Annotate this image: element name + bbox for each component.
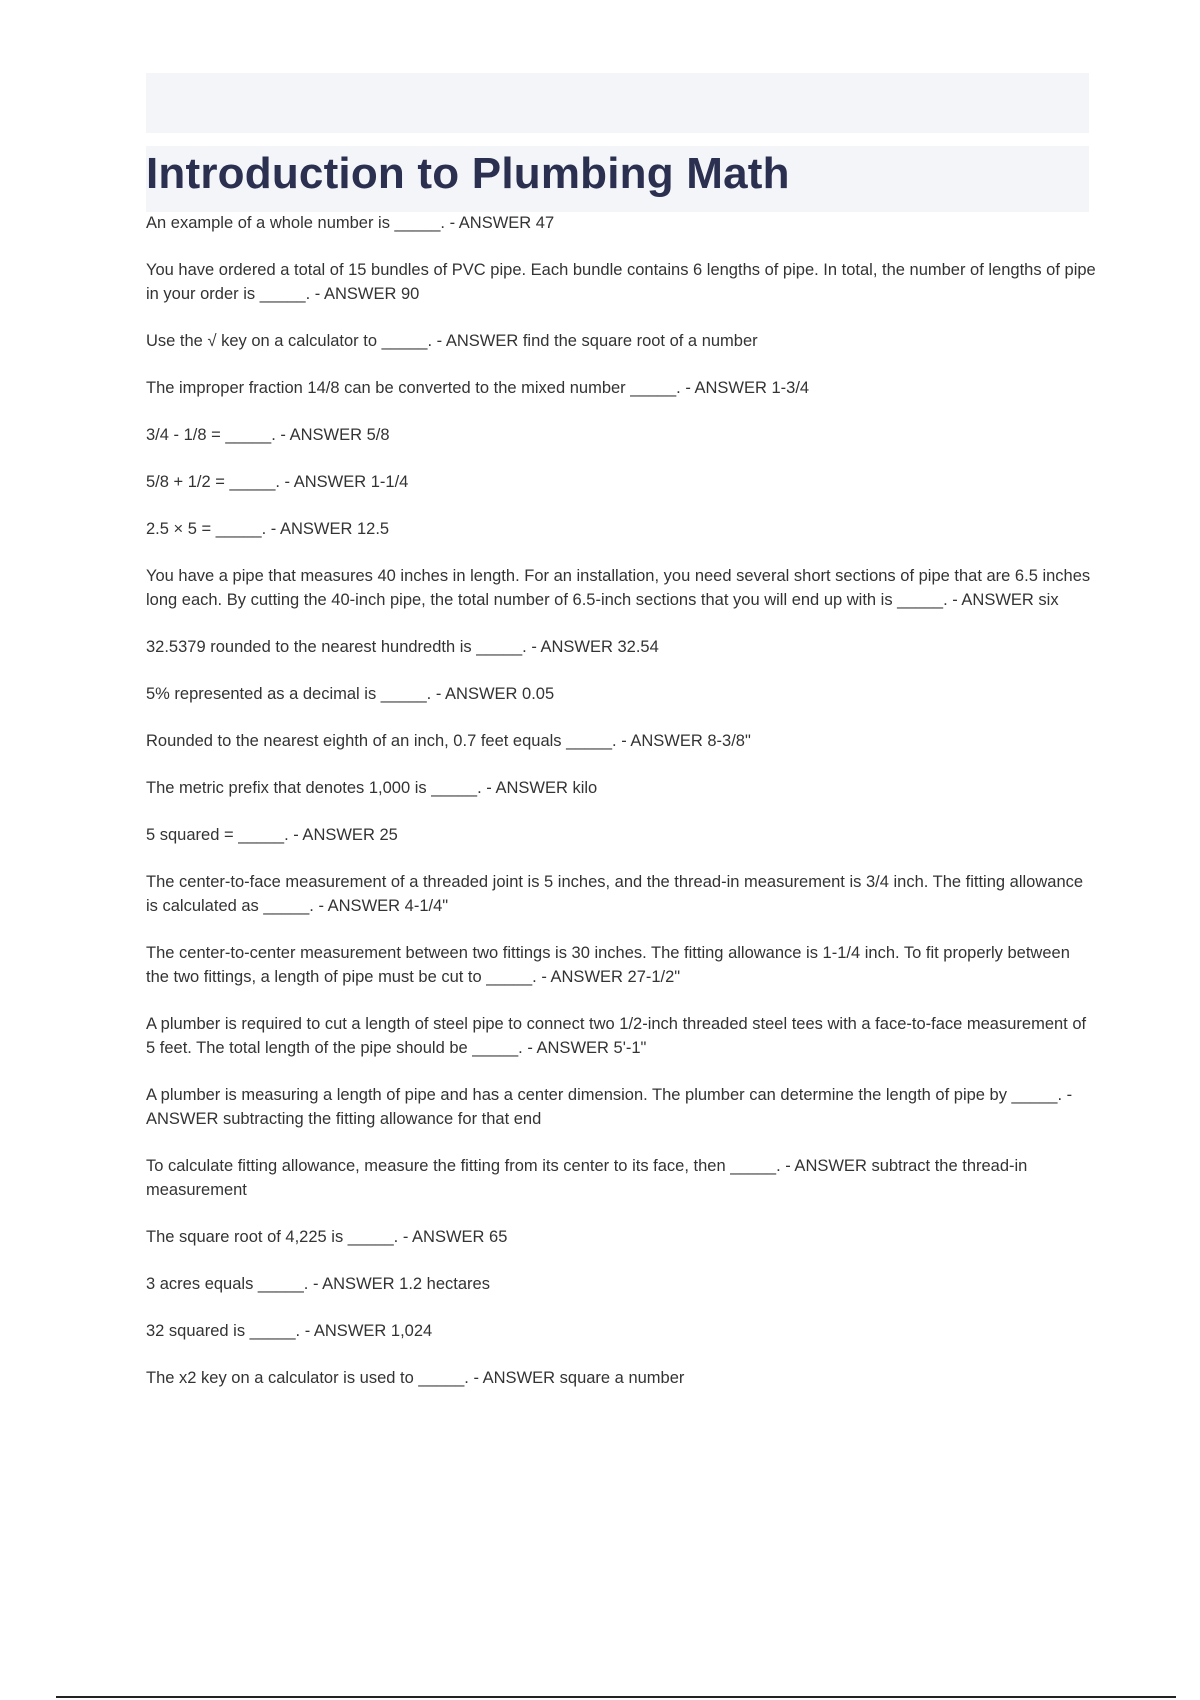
answer-text: - ANSWER square a number: [473, 1369, 685, 1387]
question-text: Rounded to the nearest eighth of an inch, 0.7 feet equals _____.: [146, 732, 617, 750]
answer-text: - ANSWER 27-1/2": [541, 968, 681, 986]
question-text: 5 squared = _____.: [146, 826, 289, 844]
qa-item: [146, 729, 1096, 753]
question-text: The improper fraction 14/8 can be converted to the mixed number _____.: [146, 379, 681, 397]
question-text: You have a pipe that measures 40 inches in length. For an installation, you need several short sections of pipe that are 6.5 inches long each. By cutting the 40-inch pipe, the total number of 6.5-inch sections that you will end up with is _____.: [146, 567, 1091, 609]
question-text: The square root of 4,225 is _____.: [146, 1228, 399, 1246]
answer-text: - ANSWER find the square root of a number: [436, 332, 758, 350]
qa-item: [146, 1319, 1096, 1343]
question-text: 5/8 + 1/2 = _____.: [146, 473, 280, 491]
qa-item: [146, 1012, 1096, 1060]
qa-item: [146, 329, 1096, 353]
answer-text: - ANSWER 5/8: [280, 426, 390, 444]
qa-list: [146, 211, 1096, 1413]
qa-item: [146, 1366, 1096, 1390]
answer-text: - ANSWER 5'-1": [527, 1039, 647, 1057]
question-text: 3 acres equals _____.: [146, 1275, 309, 1293]
question-text: Use the √ key on a calculator to _____.: [146, 332, 433, 350]
qa-item: [146, 870, 1096, 918]
answer-text: - ANSWER 1-3/4: [685, 379, 810, 397]
question-text: A plumber is measuring a length of pipe and has a center dimension. The plumber can determine the length of pipe by _____.: [146, 1086, 1063, 1104]
question-text: An example of a whole number is _____.: [146, 214, 446, 232]
qa-item: [146, 376, 1096, 400]
qa-item: [146, 823, 1096, 847]
question-text: To calculate fitting allowance, measure the fitting from its center to its face, then _____.: [146, 1157, 781, 1175]
answer-text: - ANSWER 4-1/4": [318, 897, 449, 915]
question-text: You have ordered a total of 15 bundles of PVC pipe. Each bundle contains 6 lengths of pipe. In total, the number of lengths of pipe in your order is _____.: [146, 261, 1096, 303]
qa-item: [146, 211, 1096, 235]
qa-item: [146, 776, 1096, 800]
qa-item: [146, 941, 1096, 989]
answer-text: - ANSWER six: [952, 591, 1059, 609]
question-text: The metric prefix that denotes 1,000 is _____.: [146, 779, 482, 797]
answer-text: - ANSWER 25: [293, 826, 398, 844]
question-text: A plumber is required to cut a length of steel pipe to connect two 1/2-inch threaded steel tees with a face-to-face measurement of 5 feet. The total length of the pipe should be _____.: [146, 1015, 1087, 1057]
qa-item: [146, 517, 1096, 541]
question-text: 3/4 - 1/8 = _____.: [146, 426, 276, 444]
answer-text: - ANSWER 12.5: [270, 520, 390, 538]
answer-text: - ANSWER 1-1/4: [284, 473, 409, 491]
answer-text: - ANSWER 8-3/8": [621, 732, 751, 750]
page-title: Introduction to Plumbing Math: [146, 149, 790, 198]
answer-text: - ANSWER 65: [402, 1228, 508, 1246]
qa-item: [146, 423, 1096, 447]
question-text: 32.5379 rounded to the nearest hundredth is _____.: [146, 638, 527, 656]
qa-item: [146, 470, 1096, 494]
answer-text: - ANSWER 90: [314, 285, 420, 303]
qa-item: [146, 564, 1096, 612]
qa-item: [146, 258, 1096, 306]
qa-item: [146, 1083, 1096, 1131]
answer-text: - ANSWER 1,024: [304, 1322, 433, 1340]
question-text: The center-to-face measurement of a threaded joint is 5 inches, and the thread-in measurement is 3/4 inch. The fitting allowance is calculated as _____.: [146, 873, 1084, 915]
question-text: 5% represented as a decimal is _____.: [146, 685, 432, 703]
answer-text: - ANSWER 0.05: [435, 685, 555, 703]
question-text: The center-to-center measurement between two fittings is 30 inches. The fitting allowance is 1-1/4 inch. To fit properly between the two fittings, a length of pipe must be cut to _____.: [146, 944, 1070, 986]
header-band: [146, 73, 1089, 133]
question-text: 32 squared is _____.: [146, 1322, 301, 1340]
answer-text: - ANSWER 1.2 hectares: [312, 1275, 490, 1293]
answer-text: - ANSWER kilo: [486, 779, 598, 797]
question-text: 2.5 × 5 = _____.: [146, 520, 267, 538]
qa-item: [146, 1272, 1096, 1296]
answer-text: - ANSWER 32.54: [531, 638, 659, 656]
bottom-rule: [56, 1696, 1176, 1698]
qa-item: [146, 682, 1096, 706]
answer-text: - ANSWER subtract the thread-in measurement: [146, 1157, 1028, 1199]
question-text: The x2 key on a calculator is used to _____.: [146, 1369, 469, 1387]
answer-text: - ANSWER 47: [449, 214, 555, 232]
qa-item: [146, 1225, 1096, 1249]
answer-text: - ANSWER subtracting the fitting allowance for that end: [146, 1086, 1073, 1128]
qa-item: [146, 635, 1096, 659]
qa-item: [146, 1154, 1096, 1202]
